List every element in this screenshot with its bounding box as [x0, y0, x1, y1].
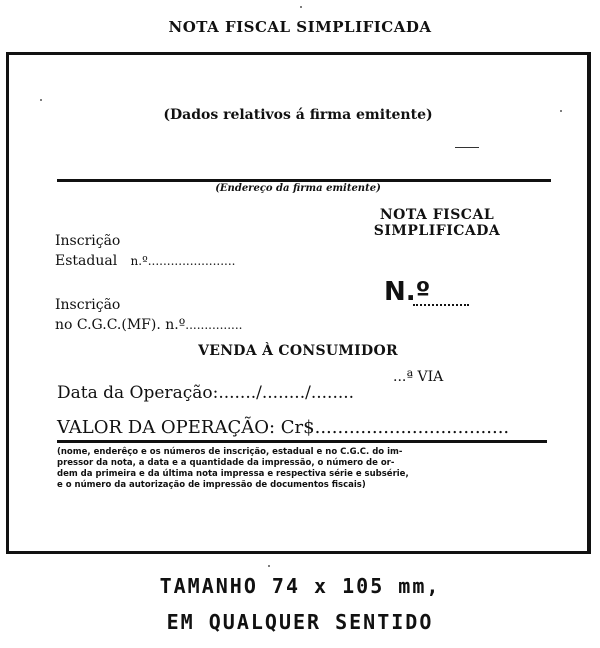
nota-fiscal-line2: SIMPLIFICADA — [373, 223, 501, 239]
venda-consumidor-heading: VENDA À CONSUMIDOR — [198, 343, 398, 359]
note-line: dem da primeira e da última nota impressa e respectiva série e subsérie, — [57, 469, 409, 479]
inscricao-cgc-field[interactable]: ............... — [185, 318, 243, 332]
invoice-form-box — [6, 52, 591, 554]
numero-field[interactable] — [413, 304, 469, 306]
inscricao-estadual-line2: Estadual n.º....................... — [55, 253, 236, 269]
data-operacao-field[interactable]: Data da Operação:......./......../........ — [57, 383, 355, 403]
note-line: pressor da nota, a data e a quantidade da impressão, o número de or- — [57, 458, 395, 468]
inscricao-cgc-line1: Inscrição — [55, 297, 121, 313]
nota-fiscal-line1: NOTA FISCAL — [379, 207, 495, 223]
impressor-note — [57, 447, 547, 491]
nota-fiscal-heading — [357, 207, 517, 239]
valor-operacao-field[interactable]: VALOR DA OPERAÇÃO: Cr$.................................. — [57, 417, 510, 438]
note-line: (nome, enderêço e os números de inscrição, estadual e no C.G.C. do im- — [57, 447, 403, 457]
numero-label: N.º — [384, 277, 431, 307]
via-field[interactable]: ...ª VIA — [393, 369, 444, 385]
firma-emitente-label: (Dados relativos á firma emitente) — [163, 107, 433, 123]
inscricao-cgc-line2: no C.G.C.(MF). n.º............... — [55, 317, 243, 333]
valor-rule — [57, 440, 547, 443]
page-title: NOTA FISCAL SIMPLIFICADA — [168, 18, 432, 36]
print-speck — [300, 6, 302, 8]
note-line: e o número da autorização de impressão de documentos fiscais) — [57, 480, 366, 490]
print-speck — [560, 110, 562, 112]
inscricao-cgc-label — [55, 295, 243, 335]
inscricao-estadual-field[interactable]: n.º....................... — [130, 254, 236, 268]
endereco-label: (Endereço da firma emitente) — [215, 183, 381, 194]
inscricao-estadual-label — [55, 231, 235, 271]
address-rule — [57, 179, 551, 182]
size-caption-line2: EM QUALQUER SENTIDO — [166, 610, 434, 634]
size-caption-line1: TAMANHO 74 x 105 mm, — [159, 574, 441, 598]
print-speck — [40, 99, 42, 101]
print-speck — [268, 565, 270, 567]
ink-mark — [455, 147, 479, 148]
inscricao-estadual-line1: Inscrição — [55, 233, 121, 249]
